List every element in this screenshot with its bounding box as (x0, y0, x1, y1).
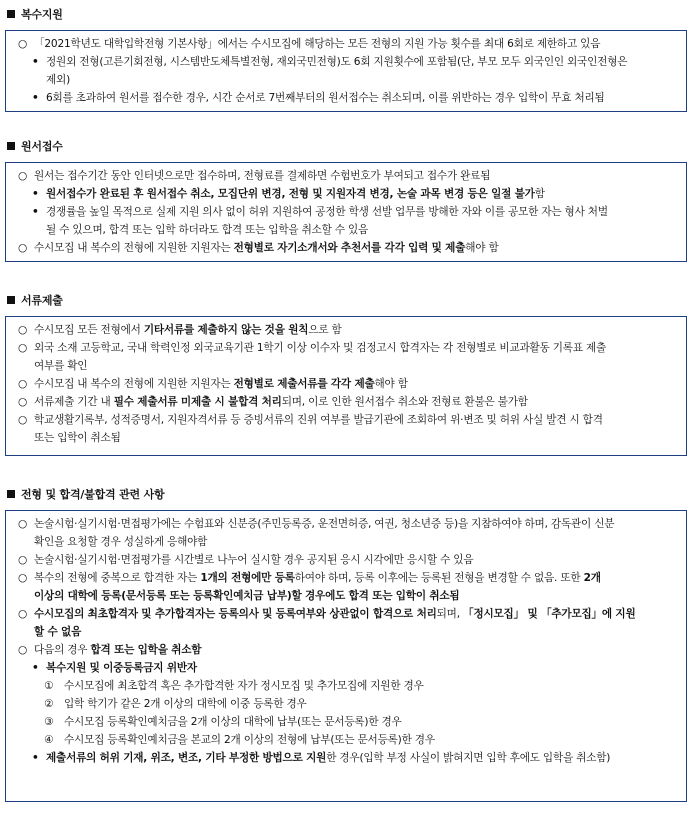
bullet-continuation: 될 수 있으며, 합격 또는 입학 하더라도 합격 또는 입학을 취소할 수 있음 (46, 224, 369, 236)
circle-item: ○ 서류제출 기간 내 필수 제출서류 미제출 시 불합격 처리되며, 이로 인한 원서접수 취소와 전형료 환불은 불가함 (18, 393, 676, 411)
circle-continuation: 확인을 요청할 경우 성실하게 응해야함 (34, 536, 208, 548)
circle-continuation: 여부를 확인 (34, 360, 88, 372)
numbered-item: ② 입학 학기가 같은 2개 이상의 대학에 이중 등록한 경우 (44, 698, 307, 710)
circle-item: ○ 복수의 전형에 중복으로 합격한 자는 1개의 전형에만 등록하여야 하며, 등록 이후에는 등록된 전형을 변경할 수 없음. 또한 2개 (18, 569, 676, 587)
circle-item: ○ 논술시험·실기시험·면접평가에는 수험표와 신분증(주민등록증, 운전면허증, 여권, 청소년증 등)을 지참하여야 하며, 감독관이 신분 (18, 515, 676, 533)
circle-continuation: 할 수 없음 (34, 626, 82, 638)
bullet-item: • 정원외 전형(고른기회전형, 시스템반도체특별전형, 재외국민전형)도 6회 지원횟수에 포함됨(단, 부모 모두 외국인인 외국인전형은 (18, 53, 676, 71)
section-box (5, 30, 687, 112)
circle-item: ○ 수시모집 내 복수의 전형에 지원한 지원자는 전형별로 자기소개서와 추천서를 각각 입력 및 제출해야 함 (18, 239, 676, 257)
square-bullet-icon (7, 490, 15, 498)
circle-continuation: 또는 입학이 취소됨 (34, 432, 121, 444)
circle-item: ○ 다음의 경우 합격 또는 입학을 취소함 (18, 641, 676, 659)
circle-continuation: 이상의 대학에 등록(문서등록 또는 등록확인예치금 납부)할 경우에도 합격 또는 입학이 취소됨 (34, 590, 460, 602)
circle-item: ○ 논술시험·실기시험·면접평가를 시간별로 나누어 실시할 경우 공지된 응시 시각에만 응시할 수 있음 (18, 551, 676, 569)
numbered-item: ① 수시모집에 최초합격 혹은 추가합격한 자가 정시모집 및 추가모집에 지원한 경우 (44, 680, 424, 692)
circle-item: ○ 학교생활기록부, 성적증명서, 지원자격서류 등 증빙서류의 진위 여부를 발급기관에 조회하여 위·변조 및 허위 사실 발견 시 합격 (18, 411, 676, 429)
section-box (5, 162, 687, 262)
section-box (5, 510, 687, 802)
section-heading: 서류제출 (7, 292, 63, 308)
section-heading: 복수지원 (7, 6, 63, 22)
circle-item: ○ 외국 소재 고등학교, 국내 학력인정 외국교육기관 1학기 이상 이수자 및 검정고시 합격자는 각 전형별로 비교과활동 기록표 제출 (18, 339, 676, 357)
circle-item: ○ 수시모집 모든 전형에서 기타서류를 제출하지 않는 것을 원칙으로 함 (18, 321, 676, 339)
circle-item: ○ 원서는 접수기간 동안 인터넷으로만 접수하며, 전형료를 결제하면 수험번호가 부여되고 접수가 완료됨 (18, 167, 676, 185)
section-box (5, 316, 687, 456)
circle-item: ○ 수시모집의 최초합격자 및 추가합격자는 등록의사 및 등록여부와 상관없이 합격으로 처리되며, 「정시모집」 및 「추가모집」에 지원 (18, 605, 676, 623)
bullet-item: • 제출서류의 허위 기재, 위조, 변조, 기타 부정한 방법으로 지원한 경우(입학 부정 사실이 밝혀지면 입학 후에도 입학을 취소함) (18, 749, 676, 767)
circle-item: ○ 수시모집 내 복수의 전형에 지원한 지원자는 전형별로 제출서류를 각각 제출해야 함 (18, 375, 676, 393)
section-heading: 전형 및 합격/불합격 관련 사항 (7, 486, 164, 502)
square-bullet-icon (7, 10, 15, 18)
square-bullet-icon (7, 296, 15, 304)
bullet-continuation: 제외) (46, 74, 70, 86)
bullet-item: • 6회를 초과하여 원서를 접수한 경우, 시간 순서로 7번째부터의 원서접수는 취소되며, 이를 위반하는 경우 입학이 무효 처리됨 (18, 89, 676, 107)
circle-item: ○ 「2021학년도 대학입학전형 기본사항」에서는 수시모집에 해당하는 모든 전형의 지원 가능 횟수를 최대 6회로 제한하고 있음 (18, 35, 676, 53)
square-bullet-icon (7, 142, 15, 150)
bullet-item: • 복수지원 및 이중등록금지 위반자 (18, 659, 676, 677)
numbered-item: ④ 수시모집 등록확인예치금을 본교의 2개 이상의 전형에 납부(또는 문서등록)한 경우 (44, 734, 435, 746)
bullet-item: • 경쟁률을 높일 목적으로 실제 지원 의사 없이 허위 지원하여 공정한 학생 선발 업무를 방해한 자와 이를 공모한 자는 형사 처벌 (18, 203, 676, 221)
numbered-item: ③ 수시모집 등록확인예치금을 2개 이상의 대학에 납부(또는 문서등록)한 경우 (44, 716, 402, 728)
section-heading: 원서접수 (7, 138, 63, 154)
bullet-item: • 원서접수가 완료된 후 원서접수 취소, 모집단위 변경, 전형 및 지원자격 변경, 논술 과목 변경 등은 일절 불가함 (18, 185, 676, 203)
